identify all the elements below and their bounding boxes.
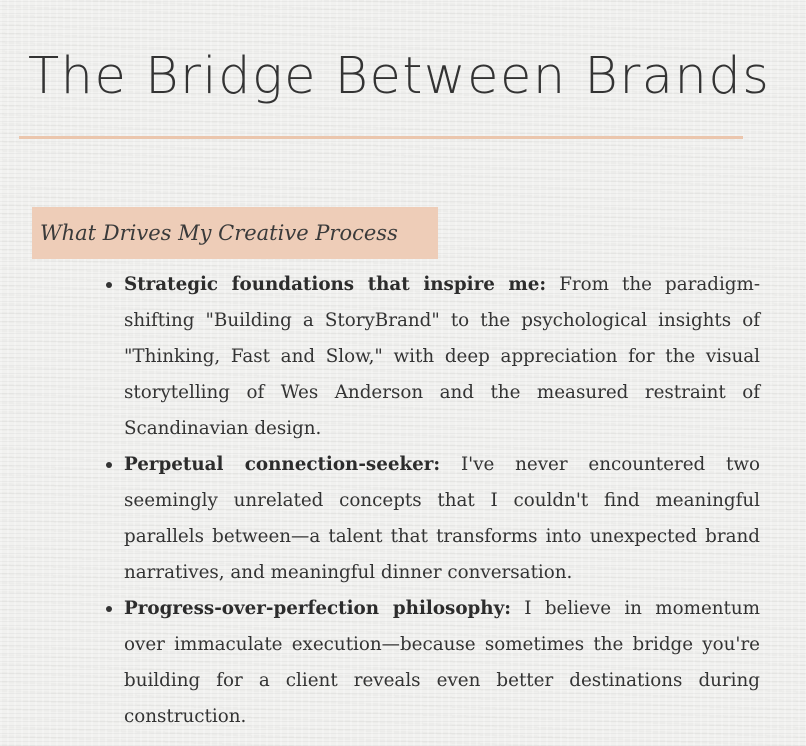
section-heading	[32, 207, 438, 259]
list-item	[124, 267, 760, 447]
bullet-icon	[106, 462, 112, 468]
list-item-label: Perpetual connection-seeker:	[124, 454, 441, 475]
section-heading-text: What Drives My Creative Process	[40, 221, 398, 245]
bullet-icon	[106, 606, 112, 612]
list-item-label: Progress-over-perfection philosophy:	[124, 598, 511, 619]
list-item-text: I believe in momentum over immaculate execution—because sometimes the bridge you're building for a client reveals even better destinations during construction.	[124, 598, 760, 727]
bullet-icon	[106, 282, 112, 288]
list-item	[124, 447, 760, 591]
title-divider	[19, 136, 743, 139]
list-item-text: I've never encountered two seemingly unrelated concepts that I couldn't find meaningful parallels between—a talent that transforms into unexpected brand narratives, and meaningful dinner conversation.	[124, 454, 760, 583]
list-item-label: Strategic foundations that inspire me:	[124, 274, 547, 295]
page-title: The Bridge Between Brands	[28, 47, 771, 106]
list-item	[124, 591, 760, 735]
list-item-text: From the paradigm-shifting "Building a StoryBrand" to the psychological insights of "Thinking, Fast and Slow," with deep appreciation for the visual storytelling of Wes Anderson and the measured restraint of Scandinavian design.	[124, 274, 760, 439]
creative-drivers-list	[124, 267, 760, 735]
